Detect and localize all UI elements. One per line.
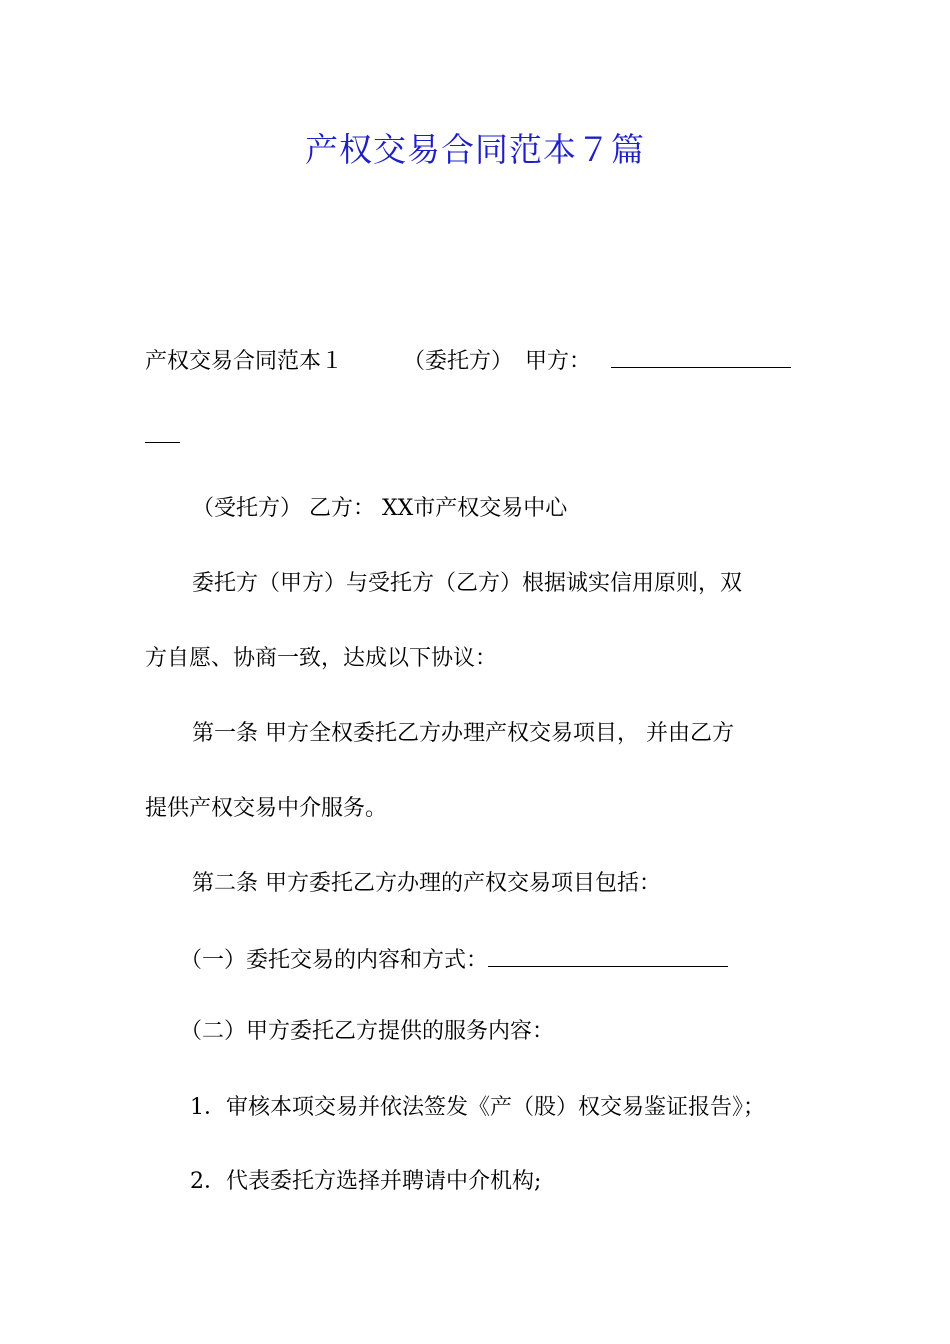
item-2-line: （二）甲方委托乙方提供的服务内容： [180, 1019, 555, 1044]
party-a-label: 甲方： [525, 349, 592, 374]
item-1-label: （一）委托交易的内容和方式： [180, 948, 489, 973]
party-a-blank-continued [145, 420, 180, 443]
service-1-line: 1．审核本项交易并依法签发《产（股）权交易鉴证报告》； [190, 1095, 765, 1120]
item-1-blank [488, 944, 728, 967]
item-1-line [180, 944, 728, 976]
subtitle: 产权交易合同范本１ [145, 349, 344, 374]
article-2-line-1: 第二条 甲方委托乙方办理的产权交易项目包括： [192, 871, 661, 896]
party-a-role: （委托方） [403, 349, 514, 374]
article-1-line-1: 第一条 甲方全权委托乙方办理产权交易项目， 并由乙方 [192, 721, 734, 746]
service-2-line: 2．代表委托方选择并聘请中介机构; [190, 1169, 542, 1194]
document-title: 产权交易合同范本７篇 [305, 130, 645, 169]
party-a-blank-continued-line [145, 420, 180, 452]
subtitle-line [145, 345, 791, 377]
article-1-line-2: 提供产权交易中介服务。 [145, 796, 388, 821]
party-b-line: （受托方） 乙方： XX市产权交易中心 [192, 496, 568, 521]
paragraph-1-line-1: 委托方（甲方）与受托方（乙方）根据诚实信用原则，双 [192, 571, 743, 596]
party-a-blank [611, 345, 791, 368]
paragraph-1-line-2: 方自愿、协商一致，达成以下协议： [145, 646, 498, 671]
